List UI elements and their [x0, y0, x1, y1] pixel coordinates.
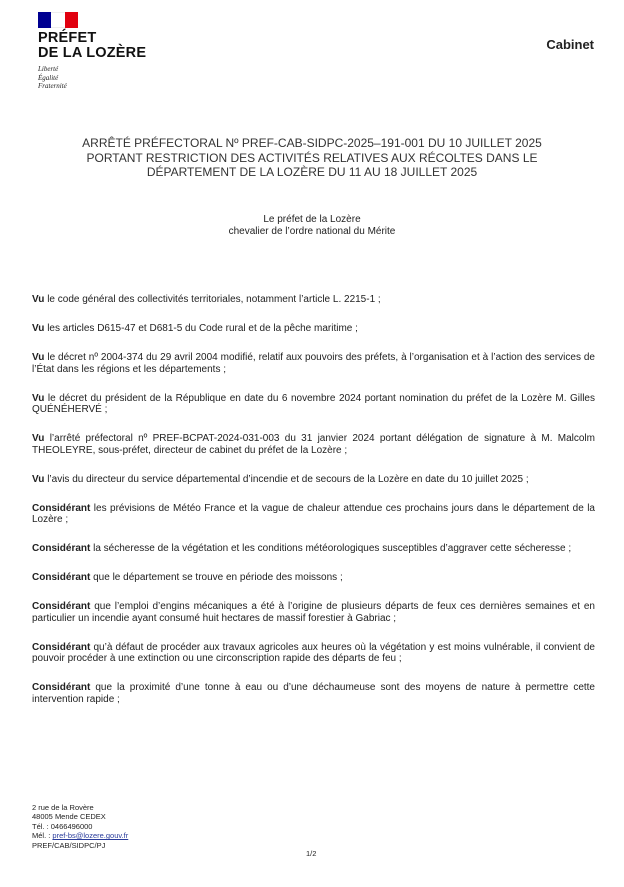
motto-liberte: Liberté — [38, 65, 59, 73]
recital-text: la sécheresse de la végétation et les conditions météorologiques susceptibles d’aggraver cette sécheresse ; — [90, 543, 572, 555]
issuing-authority — [40, 214, 584, 238]
recital-text: le décret nº 2004-374 du 29 avril 2004 modifié, relatif aux pouvoirs des préfets, à l’organisation et à l’action des services de l’État dans les régions et les départements ; — [32, 351, 595, 375]
recital-keyword: Considérant — [32, 641, 91, 653]
recital-text: qu’à défaut de procéder aux travaux agricoles aux heures où la végétation y est moins vulnérable, il convient de pouvoir procéder à une extinction ou une circonscription rapide des départs de feu ; — [32, 641, 595, 665]
recital-keyword: Considérant — [32, 572, 91, 584]
recital-text: que la proximité d’une tonne à eau ou d’une déchaumeuse sont des moyens de nature à permettre cette intervention rapide ; — [32, 682, 595, 705]
recital-paragraph — [32, 503, 595, 526]
footer-mail-link[interactable]: pref-bs@lozere.gouv.fr — [52, 831, 129, 841]
logo-title-line2: DE LA LOZÈRE — [38, 45, 147, 61]
footer-address-city: 48005 Mende CEDEX — [32, 812, 106, 822]
title-line-2: PORTANT RESTRICTION DES ACTIVITÉS RELATIVES AUX RÉCOLTES DANS LE — [86, 150, 538, 165]
recital-paragraph — [32, 433, 595, 456]
republic-motto — [38, 65, 168, 91]
service-name: Cabinet — [546, 37, 594, 52]
recital-keyword: Considérant — [32, 682, 91, 694]
recital-keyword: Vu — [32, 294, 45, 305]
document-body — [32, 294, 595, 723]
recital-keyword: Vu — [32, 433, 45, 445]
footer-phone: Tél. : 0466496000 — [32, 821, 93, 831]
recital-paragraph — [32, 682, 595, 705]
recital-paragraph — [32, 323, 595, 335]
prefecture-logo — [38, 12, 168, 91]
recital-paragraph — [32, 543, 595, 555]
document-title — [40, 136, 584, 180]
recital-paragraph — [32, 474, 595, 486]
footer-mail-label: Mél. : — [32, 831, 53, 841]
recital-text: que l’emploi d’engins mécaniques a été à l’origine de plusieurs départs de feux ces dernières semaines et en particulier un incendie ayant consumé huit hectares de massif forestier à Gabriac ; — [32, 601, 595, 624]
recital-keyword: Vu — [32, 392, 45, 404]
recital-keyword: Considérant — [32, 601, 91, 613]
title-line-3: DÉPARTEMENT DE LA LOZÈRE DU 11 AU 18 JUILLET 2025 — [146, 165, 478, 179]
recital-text: l’arrêté préfectoral nº PREF-BCPAT-2024-031-003 du 31 janvier 2024 portant délégation de signature à M. Malcolm THEOLEYRE, sous-préfet, directeur de cabinet du préfet de la Lozère ; — [32, 433, 595, 456]
page-number: 1/2 — [306, 849, 317, 858]
authority-line-1: Le préfet de la Lozère — [263, 214, 361, 225]
recital-text: le code général des collectivités territoriales, notamment l’article L. 2215-1 ; — [44, 294, 381, 305]
marianne-flag-icon — [38, 12, 78, 28]
footer-mail — [32, 831, 128, 840]
recital-keyword: Considérant — [32, 502, 91, 514]
recital-paragraph — [32, 352, 595, 375]
title-line-1: ARRÊTÉ PRÉFECTORAL Nº PREF-CAB-SIDPC-2025–191-001 DU 10 JUILLET 2025 — [82, 136, 542, 150]
recital-text: que le département se trouve en période des moissons ; — [90, 572, 343, 584]
recital-text: le décret du président de la République en date du 6 novembre 2024 portant nomination du préfet de la Lozère M. Gilles QUÉNÉHERVÉ ; — [32, 392, 595, 416]
recital-paragraph — [32, 642, 595, 665]
footer-reference: PREF/CAB/SIDPC/PJ — [32, 840, 106, 850]
recital-keyword: Vu — [32, 322, 45, 334]
footer-address-street: 2 rue de la Rovère — [32, 803, 94, 812]
recital-paragraph — [32, 393, 595, 416]
page-footer — [32, 803, 128, 850]
recital-keyword: Vu — [32, 351, 45, 363]
recital-text: les articles D615-47 et D681-5 du Code rural et de la pêche maritime ; — [44, 322, 358, 334]
recital-paragraph — [32, 572, 595, 584]
motto-fraternite: Fraternité — [38, 82, 67, 90]
logo-title-line1: PRÉFET — [38, 30, 97, 46]
recital-paragraph — [32, 601, 595, 624]
recital-keyword: Vu — [32, 473, 45, 485]
recital-text: l’avis du directeur du service départemental d’incendie et de secours de la Lozère en date du 10 juillet 2025 ; — [44, 473, 529, 485]
recital-text: les prévisions de Météo France et la vague de chaleur attendue ces prochains jours dans le département de la Lozère ; — [32, 502, 595, 526]
authority-line-2: chevalier de l’ordre national du Mérite — [228, 226, 396, 237]
motto-egalite: Égalité — [38, 73, 59, 82]
recital-paragraph — [32, 294, 595, 306]
recital-keyword: Considérant — [32, 543, 91, 555]
